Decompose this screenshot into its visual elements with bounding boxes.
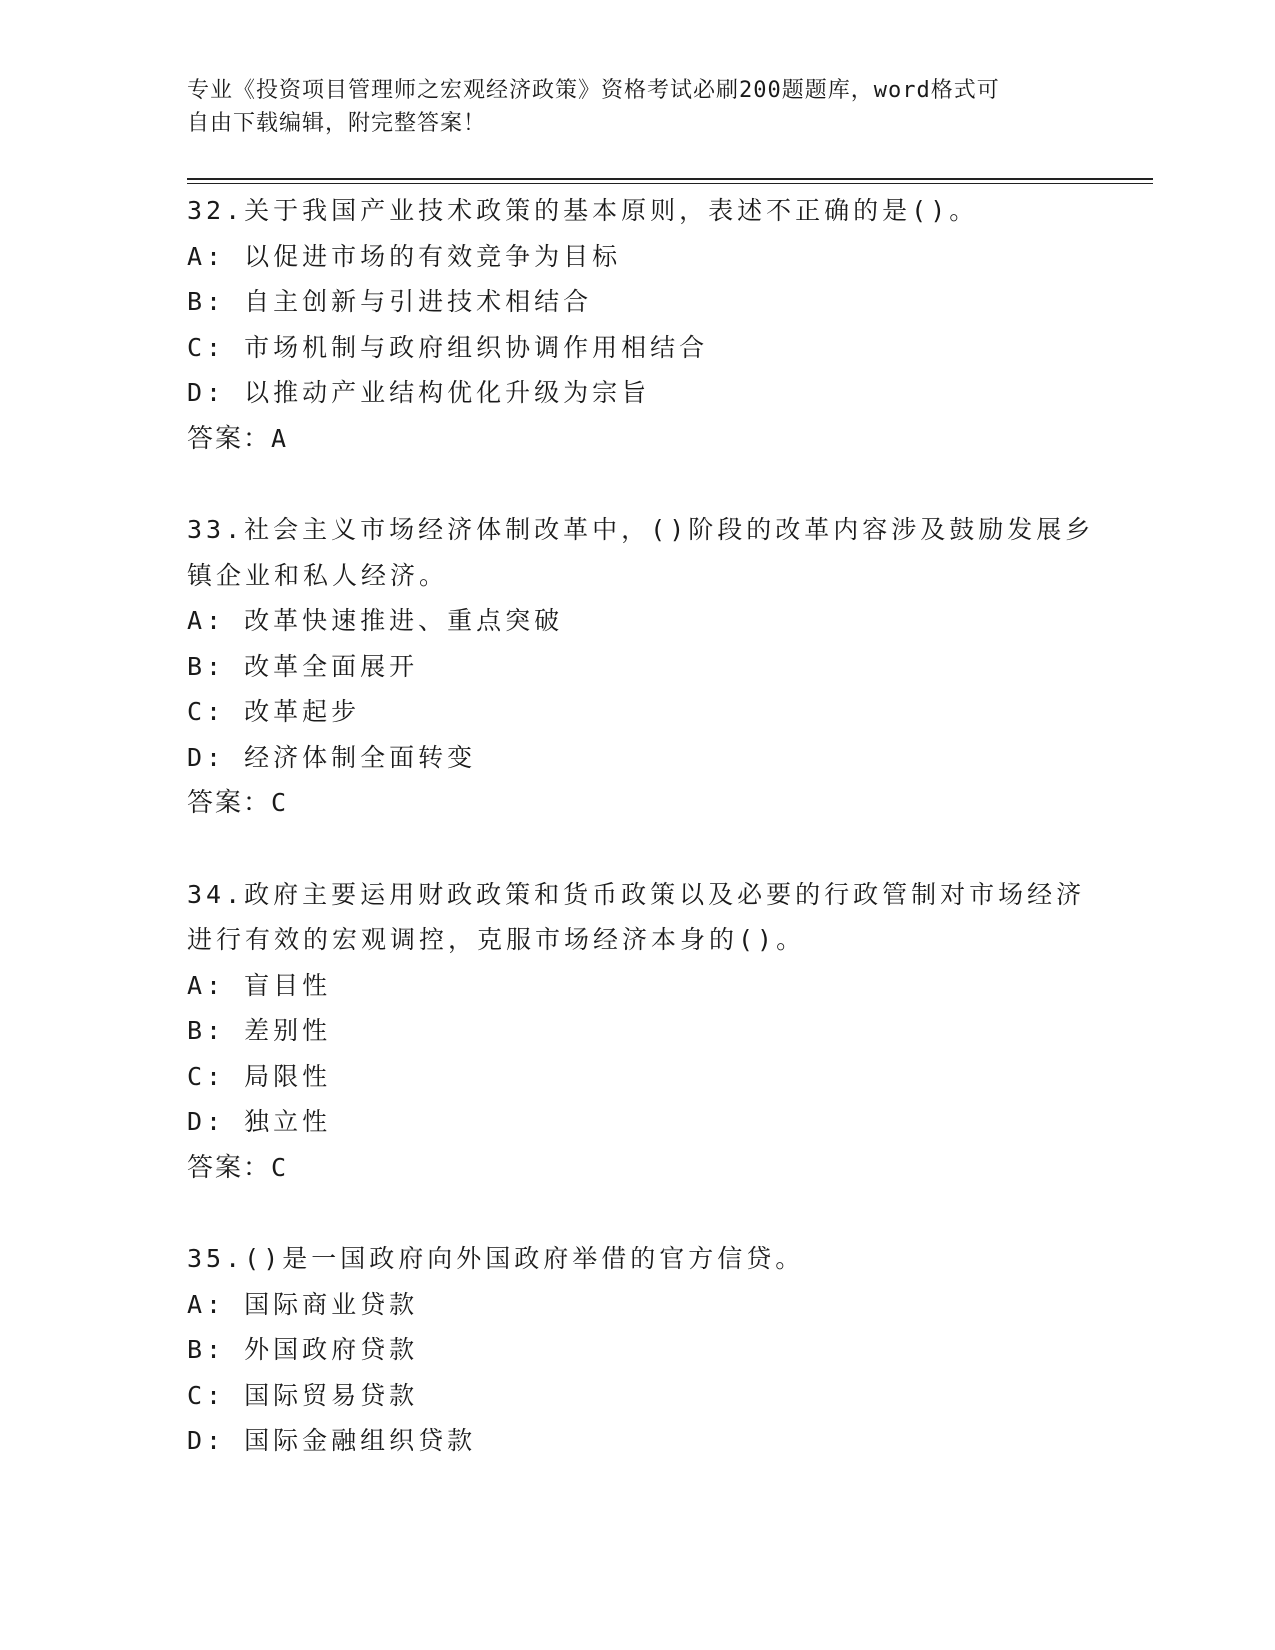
answer-option: A: 盲目性 [187,970,332,1000]
answer-option: D: 国际金融组织贷款 [187,1426,477,1455]
header-rule-thick [187,178,1153,180]
answer-line [187,1145,1087,1192]
question-stem-line: 镇企业和私人经济。 [187,560,449,590]
answer-line [187,780,1087,827]
answer-value: C [271,1152,289,1182]
answer-option: B: 外国政府贷款 [187,1335,419,1364]
answer-option: C: 局限性 [187,1061,332,1091]
question-block [187,507,1095,827]
answer-option: B: 差别性 [187,1016,332,1045]
answer-value: C [271,788,289,817]
answer-value: A [271,423,289,453]
question-block [187,872,1087,1192]
document-header [187,74,1087,140]
answer-option: C: 市场机制与政府组织协调作用相结合 [187,332,709,362]
answer-option: C: 改革起步 [187,697,361,726]
answer-label: 答案： [187,423,272,454]
answer-label: 答案： [187,1152,272,1183]
header-line-2: 自由下载编辑，附完整答案！ [187,111,487,136]
question-stem-line: 进行有效的宏观调控，克服市场经济本身的()。 [187,925,806,954]
answer-option: A: 改革快速推进、重点突破 [187,606,564,635]
answer-option: C: 国际贸易贷款 [187,1380,419,1410]
question-stem-line: 32.关于我国产业技术政策的基本原则，表述不正确的是()。 [187,196,979,225]
answer-line [187,416,1087,463]
answer-label: 答案： [187,788,272,818]
question-list [187,188,1095,1509]
answer-option: B: 自主创新与引进技术相结合 [187,287,593,316]
question-stem-line: 33.社会主义市场经济体制改革中，()阶段的改革内容涉及鼓励发展乡 [187,515,1095,544]
header-rule-thin [187,183,1153,184]
answer-option: A: 国际商业贷款 [187,1289,419,1319]
answer-option: B: 改革全面展开 [187,651,419,681]
answer-option: D: 以推动产业结构优化升级为宗旨 [187,378,651,407]
question-stem-line: 34.政府主要运用财政政策和货币政策以及必要的行政管制对市场经济 [187,879,1086,909]
answer-option: D: 独立性 [187,1107,332,1136]
question-block [187,188,1087,462]
answer-option: D: 经济体制全面转变 [187,742,477,772]
header-line-1: 专业《投资项目管理师之宏观经济政策》资格考试必刷200题题库，word格式可 [187,78,1000,103]
question-stem-line: 35.()是一国政府向外国政府举借的官方信贷。 [187,1244,805,1273]
answer-option: A: 以促进市场的有效竞争为目标 [187,241,622,271]
question-block [187,1236,1087,1464]
